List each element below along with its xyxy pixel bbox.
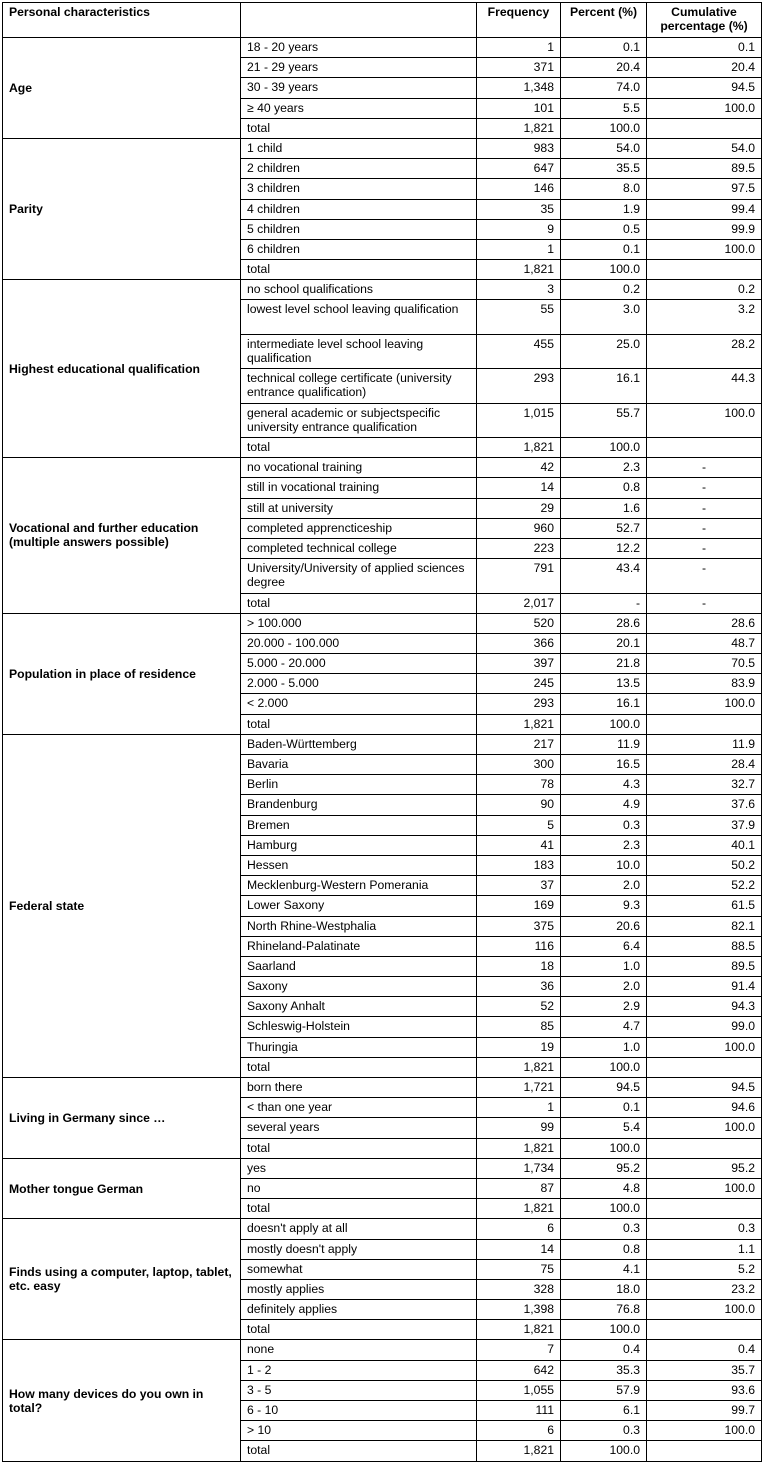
category-cell: Bremen xyxy=(241,815,477,835)
category-cell: lowest level school leaving qualification xyxy=(241,300,477,334)
cumulative-cell: 70.5 xyxy=(647,654,762,674)
percent-cell: 20.1 xyxy=(561,633,647,653)
category-cell: 18 - 20 years xyxy=(241,38,477,58)
cumulative-cell: 91.4 xyxy=(647,977,762,997)
frequency-cell: 1 xyxy=(477,38,561,58)
percent-cell: 54.0 xyxy=(561,138,647,158)
cumulative-cell: 100.0 xyxy=(647,1300,762,1320)
table-row xyxy=(3,1078,762,1098)
percent-cell: 6.4 xyxy=(561,936,647,956)
header-frequency: Frequency xyxy=(477,3,561,38)
frequency-cell: 6 xyxy=(477,1219,561,1239)
table-row xyxy=(3,613,762,633)
percent-cell: 16.5 xyxy=(561,755,647,775)
category-cell: 5.000 - 20.000 xyxy=(241,654,477,674)
category-cell: definitely applies xyxy=(241,1300,477,1320)
percent-cell: 57.9 xyxy=(561,1380,647,1400)
percent-cell: 4.3 xyxy=(561,775,647,795)
table-row xyxy=(3,38,762,58)
group-label: Mother tongue German xyxy=(3,1158,241,1219)
cumulative-cell: - xyxy=(647,559,762,593)
percent-cell: 18.0 xyxy=(561,1279,647,1299)
percent-cell: 43.4 xyxy=(561,559,647,593)
cumulative-cell xyxy=(647,1138,762,1158)
category-cell: no vocational training xyxy=(241,458,477,478)
cumulative-cell xyxy=(647,260,762,280)
cumulative-cell: 28.4 xyxy=(647,755,762,775)
category-cell: total xyxy=(241,1199,477,1219)
percent-cell: 8.0 xyxy=(561,179,647,199)
percent-cell: 28.6 xyxy=(561,613,647,633)
header-percent: Percent (%) xyxy=(561,3,647,38)
frequency-cell: 101 xyxy=(477,98,561,118)
percent-cell: 76.8 xyxy=(561,1300,647,1320)
category-cell: > 10 xyxy=(241,1421,477,1441)
table-row xyxy=(3,138,762,158)
cumulative-cell: 0.3 xyxy=(647,1219,762,1239)
cumulative-cell: 100.0 xyxy=(647,1037,762,1057)
frequency-cell: 293 xyxy=(477,694,561,714)
cumulative-cell: 94.3 xyxy=(647,997,762,1017)
percent-cell: 100.0 xyxy=(561,1057,647,1077)
category-cell: University/University of applied sciences degree xyxy=(241,559,477,593)
cumulative-cell xyxy=(647,438,762,458)
percent-cell: 100.0 xyxy=(561,118,647,138)
category-cell: intermediate level school leaving qualification xyxy=(241,334,477,368)
table-row xyxy=(3,1158,762,1178)
percent-cell: 2.0 xyxy=(561,977,647,997)
category-cell: total xyxy=(241,1320,477,1340)
category-cell: Hessen xyxy=(241,855,477,875)
frequency-cell: 1,348 xyxy=(477,78,561,98)
category-cell: total xyxy=(241,1441,477,1461)
category-cell: Saarland xyxy=(241,956,477,976)
frequency-cell: 1,398 xyxy=(477,1300,561,1320)
cumulative-cell: 97.5 xyxy=(647,179,762,199)
frequency-cell: 14 xyxy=(477,1239,561,1259)
frequency-cell: 1 xyxy=(477,239,561,259)
frequency-cell: 2,017 xyxy=(477,593,561,613)
category-cell: Saxony xyxy=(241,977,477,997)
group-label: Parity xyxy=(3,138,241,279)
category-cell: mostly applies xyxy=(241,1279,477,1299)
header-row xyxy=(3,3,762,38)
cumulative-cell xyxy=(647,1320,762,1340)
header-category xyxy=(241,3,477,38)
group-label: Federal state xyxy=(3,734,241,1077)
cumulative-cell: 1.1 xyxy=(647,1239,762,1259)
category-cell: 1 - 2 xyxy=(241,1360,477,1380)
category-cell: still at university xyxy=(241,498,477,518)
category-cell: born there xyxy=(241,1078,477,1098)
category-cell: Berlin xyxy=(241,775,477,795)
category-cell: 2.000 - 5.000 xyxy=(241,674,477,694)
frequency-cell: 75 xyxy=(477,1259,561,1279)
group-label: Living in Germany since … xyxy=(3,1078,241,1159)
frequency-cell: 3 xyxy=(477,280,561,300)
cumulative-cell: 88.5 xyxy=(647,936,762,956)
table-body xyxy=(3,38,762,1462)
frequency-cell: 366 xyxy=(477,633,561,653)
group-label: Population in place of residence xyxy=(3,613,241,734)
percent-cell: 0.2 xyxy=(561,280,647,300)
cumulative-cell: 61.5 xyxy=(647,896,762,916)
cumulative-cell: 94.5 xyxy=(647,1078,762,1098)
header-cumulative-percentage: Cumulative percentage (%) xyxy=(647,3,762,38)
table-row xyxy=(3,1340,762,1360)
frequency-cell: 371 xyxy=(477,58,561,78)
cumulative-cell: 23.2 xyxy=(647,1279,762,1299)
cumulative-cell xyxy=(647,1441,762,1461)
category-cell: total xyxy=(241,118,477,138)
frequency-cell: 1 xyxy=(477,1098,561,1118)
category-cell: 30 - 39 years xyxy=(241,78,477,98)
cumulative-cell: - xyxy=(647,458,762,478)
frequency-cell: 37 xyxy=(477,876,561,896)
percent-cell: 1.0 xyxy=(561,1037,647,1057)
frequency-cell: 647 xyxy=(477,159,561,179)
frequency-cell: 328 xyxy=(477,1279,561,1299)
frequency-cell: 960 xyxy=(477,518,561,538)
category-cell: Hamburg xyxy=(241,835,477,855)
category-cell: 20.000 - 100.000 xyxy=(241,633,477,653)
frequency-cell: 52 xyxy=(477,997,561,1017)
percent-cell: 0.3 xyxy=(561,815,647,835)
percent-cell: 4.1 xyxy=(561,1259,647,1279)
category-cell: Baden-Württemberg xyxy=(241,734,477,754)
frequency-cell: 87 xyxy=(477,1178,561,1198)
percent-cell: 21.8 xyxy=(561,654,647,674)
frequency-cell: 642 xyxy=(477,1360,561,1380)
category-cell: total xyxy=(241,260,477,280)
percent-cell: 100.0 xyxy=(561,1138,647,1158)
characteristics-table xyxy=(2,2,762,1462)
cumulative-cell: 94.6 xyxy=(647,1098,762,1118)
percent-cell: 0.8 xyxy=(561,478,647,498)
frequency-cell: 1,821 xyxy=(477,1199,561,1219)
frequency-cell: 791 xyxy=(477,559,561,593)
cumulative-cell: 37.9 xyxy=(647,815,762,835)
percent-cell: 13.5 xyxy=(561,674,647,694)
cumulative-cell: - xyxy=(647,593,762,613)
cumulative-cell: - xyxy=(647,518,762,538)
percent-cell: 4.8 xyxy=(561,1178,647,1198)
percent-cell: 0.1 xyxy=(561,38,647,58)
category-cell: Rhineland-Palatinate xyxy=(241,936,477,956)
cumulative-cell: 99.0 xyxy=(647,1017,762,1037)
percent-cell: 16.1 xyxy=(561,694,647,714)
category-cell: total xyxy=(241,1057,477,1077)
category-cell: total xyxy=(241,714,477,734)
cumulative-cell: - xyxy=(647,538,762,558)
cumulative-cell: 100.0 xyxy=(647,694,762,714)
frequency-cell: 1,821 xyxy=(477,1441,561,1461)
frequency-cell: 55 xyxy=(477,300,561,334)
percent-cell: 1.6 xyxy=(561,498,647,518)
frequency-cell: 85 xyxy=(477,1017,561,1037)
cumulative-cell: 5.2 xyxy=(647,1259,762,1279)
frequency-cell: 1,821 xyxy=(477,1320,561,1340)
cumulative-cell: 100.0 xyxy=(647,239,762,259)
percent-cell: 16.1 xyxy=(561,369,647,403)
percent-cell: 94.5 xyxy=(561,1078,647,1098)
group-label: Finds using a computer, laptop, tablet, etc. easy xyxy=(3,1219,241,1340)
category-cell: Brandenburg xyxy=(241,795,477,815)
group-label: Age xyxy=(3,38,241,139)
cumulative-cell: 50.2 xyxy=(647,855,762,875)
cumulative-cell: 83.9 xyxy=(647,674,762,694)
frequency-cell: 146 xyxy=(477,179,561,199)
frequency-cell: 19 xyxy=(477,1037,561,1057)
cumulative-cell: 99.4 xyxy=(647,199,762,219)
cumulative-cell xyxy=(647,118,762,138)
frequency-cell: 41 xyxy=(477,835,561,855)
frequency-cell: 1,821 xyxy=(477,438,561,458)
frequency-cell: 183 xyxy=(477,855,561,875)
group-label: How many devices do you own in total? xyxy=(3,1340,241,1461)
percent-cell: 35.3 xyxy=(561,1360,647,1380)
percent-cell: 100.0 xyxy=(561,260,647,280)
cumulative-cell xyxy=(647,714,762,734)
frequency-cell: 375 xyxy=(477,916,561,936)
percent-cell: 9.3 xyxy=(561,896,647,916)
category-cell: general academic or subjectspecific university entrance qualification xyxy=(241,403,477,437)
category-cell: doesn't apply at all xyxy=(241,1219,477,1239)
cumulative-cell: 52.2 xyxy=(647,876,762,896)
category-cell: 4 children xyxy=(241,199,477,219)
frequency-cell: 169 xyxy=(477,896,561,916)
percent-cell: 0.1 xyxy=(561,239,647,259)
frequency-cell: 245 xyxy=(477,674,561,694)
category-cell: North Rhine-Westphalia xyxy=(241,916,477,936)
frequency-cell: 5 xyxy=(477,815,561,835)
percent-cell: 0.4 xyxy=(561,1340,647,1360)
cumulative-cell: 28.2 xyxy=(647,334,762,368)
category-cell: technical college certificate (university entrance qualification) xyxy=(241,369,477,403)
frequency-cell: 35 xyxy=(477,199,561,219)
frequency-cell: 78 xyxy=(477,775,561,795)
percent-cell: 0.1 xyxy=(561,1098,647,1118)
table-row xyxy=(3,1219,762,1239)
group-label: Vocational and further education (multiple answers possible) xyxy=(3,458,241,614)
cumulative-cell: 44.3 xyxy=(647,369,762,403)
frequency-cell: 300 xyxy=(477,755,561,775)
category-cell: 3 - 5 xyxy=(241,1380,477,1400)
percent-cell: 2.9 xyxy=(561,997,647,1017)
percent-cell: 12.2 xyxy=(561,538,647,558)
cumulative-cell: 89.5 xyxy=(647,956,762,976)
percent-cell: 4.7 xyxy=(561,1017,647,1037)
frequency-cell: 1,821 xyxy=(477,1138,561,1158)
category-cell: 21 - 29 years xyxy=(241,58,477,78)
cumulative-cell: 54.0 xyxy=(647,138,762,158)
category-cell: no school qualifications xyxy=(241,280,477,300)
category-cell: 1 child xyxy=(241,138,477,158)
category-cell: yes xyxy=(241,1158,477,1178)
category-cell: somewhat xyxy=(241,1259,477,1279)
percent-cell: 20.4 xyxy=(561,58,647,78)
percent-cell: 100.0 xyxy=(561,438,647,458)
frequency-cell: 1,821 xyxy=(477,118,561,138)
percent-cell: 2.0 xyxy=(561,876,647,896)
header-personal-characteristics: Personal characteristics xyxy=(3,3,241,38)
percent-cell: 100.0 xyxy=(561,1199,647,1219)
cumulative-cell: 0.2 xyxy=(647,280,762,300)
percent-cell: 6.1 xyxy=(561,1401,647,1421)
category-cell: 6 children xyxy=(241,239,477,259)
frequency-cell: 223 xyxy=(477,538,561,558)
percent-cell: 55.7 xyxy=(561,403,647,437)
cumulative-cell xyxy=(647,1057,762,1077)
frequency-cell: 1,821 xyxy=(477,260,561,280)
category-cell: 6 - 10 xyxy=(241,1401,477,1421)
category-cell: ≥ 40 years xyxy=(241,98,477,118)
percent-cell: 35.5 xyxy=(561,159,647,179)
cumulative-cell: 37.6 xyxy=(647,795,762,815)
percent-cell: 0.5 xyxy=(561,219,647,239)
percent-cell: 95.2 xyxy=(561,1158,647,1178)
frequency-cell: 99 xyxy=(477,1118,561,1138)
frequency-cell: 111 xyxy=(477,1401,561,1421)
category-cell: Mecklenburg-Western Pomerania xyxy=(241,876,477,896)
category-cell: Lower Saxony xyxy=(241,896,477,916)
percent-cell: 100.0 xyxy=(561,1441,647,1461)
percent-cell: - xyxy=(561,593,647,613)
frequency-cell: 1,734 xyxy=(477,1158,561,1178)
percent-cell: 2.3 xyxy=(561,458,647,478)
category-cell: < 2.000 xyxy=(241,694,477,714)
frequency-cell: 1,015 xyxy=(477,403,561,437)
cumulative-cell: 99.9 xyxy=(647,219,762,239)
cumulative-cell: 48.7 xyxy=(647,633,762,653)
percent-cell: 5.5 xyxy=(561,98,647,118)
percent-cell: 11.9 xyxy=(561,734,647,754)
frequency-cell: 36 xyxy=(477,977,561,997)
cumulative-cell: 100.0 xyxy=(647,403,762,437)
cumulative-cell: 89.5 xyxy=(647,159,762,179)
percent-cell: 25.0 xyxy=(561,334,647,368)
category-cell: total xyxy=(241,1138,477,1158)
percent-cell: 52.7 xyxy=(561,518,647,538)
percent-cell: 0.3 xyxy=(561,1219,647,1239)
category-cell: 2 children xyxy=(241,159,477,179)
percent-cell: 2.3 xyxy=(561,835,647,855)
group-label: Highest educational qualification xyxy=(3,280,241,458)
frequency-cell: 18 xyxy=(477,956,561,976)
category-cell: none xyxy=(241,1340,477,1360)
percent-cell: 10.0 xyxy=(561,855,647,875)
category-cell: total xyxy=(241,593,477,613)
category-cell: Saxony Anhalt xyxy=(241,997,477,1017)
cumulative-cell: 3.2 xyxy=(647,300,762,334)
percent-cell: 5.4 xyxy=(561,1118,647,1138)
frequency-cell: 42 xyxy=(477,458,561,478)
cumulative-cell: 100.0 xyxy=(647,98,762,118)
frequency-cell: 520 xyxy=(477,613,561,633)
frequency-cell: 455 xyxy=(477,334,561,368)
category-cell: Thuringia xyxy=(241,1037,477,1057)
cumulative-cell: 99.7 xyxy=(647,1401,762,1421)
percent-cell: 4.9 xyxy=(561,795,647,815)
cumulative-cell: 100.0 xyxy=(647,1118,762,1138)
cumulative-cell: 100.0 xyxy=(647,1421,762,1441)
cumulative-cell: 95.2 xyxy=(647,1158,762,1178)
table-row xyxy=(3,280,762,300)
table-row xyxy=(3,734,762,754)
category-cell: completed technical college xyxy=(241,538,477,558)
percent-cell: 100.0 xyxy=(561,714,647,734)
category-cell: no xyxy=(241,1178,477,1198)
category-cell: 3 children xyxy=(241,179,477,199)
frequency-cell: 90 xyxy=(477,795,561,815)
percent-cell: 74.0 xyxy=(561,78,647,98)
cumulative-cell: 0.4 xyxy=(647,1340,762,1360)
frequency-cell: 293 xyxy=(477,369,561,403)
cumulative-cell xyxy=(647,1199,762,1219)
percent-cell: 3.0 xyxy=(561,300,647,334)
frequency-cell: 29 xyxy=(477,498,561,518)
frequency-cell: 397 xyxy=(477,654,561,674)
percent-cell: 100.0 xyxy=(561,1320,647,1340)
frequency-cell: 116 xyxy=(477,936,561,956)
category-cell: completed apprencticeship xyxy=(241,518,477,538)
category-cell: 5 children xyxy=(241,219,477,239)
table-row xyxy=(3,458,762,478)
category-cell: total xyxy=(241,438,477,458)
frequency-cell: 1,821 xyxy=(477,1057,561,1077)
category-cell: Bavaria xyxy=(241,755,477,775)
percent-cell: 1.0 xyxy=(561,956,647,976)
category-cell: mostly doesn't apply xyxy=(241,1239,477,1259)
cumulative-cell: 82.1 xyxy=(647,916,762,936)
category-cell: < than one year xyxy=(241,1098,477,1118)
percent-cell: 20.6 xyxy=(561,916,647,936)
cumulative-cell: 28.6 xyxy=(647,613,762,633)
frequency-cell: 14 xyxy=(477,478,561,498)
category-cell: Schleswig-Holstein xyxy=(241,1017,477,1037)
percent-cell: 0.8 xyxy=(561,1239,647,1259)
frequency-cell: 1,055 xyxy=(477,1380,561,1400)
frequency-cell: 217 xyxy=(477,734,561,754)
cumulative-cell: 20.4 xyxy=(647,58,762,78)
cumulative-cell: 40.1 xyxy=(647,835,762,855)
category-cell: still in vocational training xyxy=(241,478,477,498)
category-cell: several years xyxy=(241,1118,477,1138)
cumulative-cell: - xyxy=(647,478,762,498)
cumulative-cell: 35.7 xyxy=(647,1360,762,1380)
frequency-cell: 7 xyxy=(477,1340,561,1360)
percent-cell: 1.9 xyxy=(561,199,647,219)
frequency-cell: 9 xyxy=(477,219,561,239)
frequency-cell: 1,821 xyxy=(477,714,561,734)
cumulative-cell: 0.1 xyxy=(647,38,762,58)
cumulative-cell: 11.9 xyxy=(647,734,762,754)
cumulative-cell: 94.5 xyxy=(647,78,762,98)
frequency-cell: 6 xyxy=(477,1421,561,1441)
category-cell: > 100.000 xyxy=(241,613,477,633)
cumulative-cell: 32.7 xyxy=(647,775,762,795)
frequency-cell: 983 xyxy=(477,138,561,158)
cumulative-cell: 100.0 xyxy=(647,1178,762,1198)
frequency-cell: 1,721 xyxy=(477,1078,561,1098)
percent-cell: 0.3 xyxy=(561,1421,647,1441)
cumulative-cell: - xyxy=(647,498,762,518)
cumulative-cell: 93.6 xyxy=(647,1380,762,1400)
